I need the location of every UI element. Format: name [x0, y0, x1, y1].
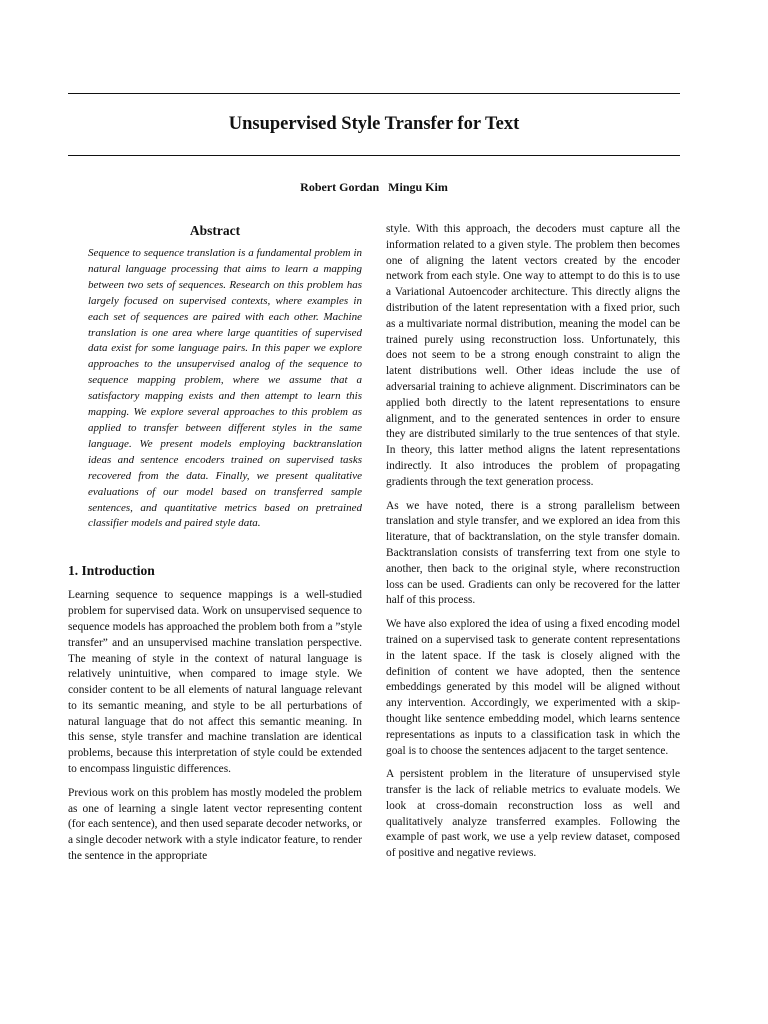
paper-title: Unsupervised Style Transfer for Text: [228, 114, 520, 134]
body-paragraph: We have also explored the idea of using a fixed encoding model trained on a supervised task to generate content representations in the latent space. If the task is closely aligned with the definition of content we have adopted, then the sentence embeddings generated by this model will be aligned without any intervention. Accordingly, we experimented with a skip-thought like sentence embedding model, which learns sentence representations as inputs to a classification task in which the goal is to choose the sentences adjacent to the target sentence.: [386, 618, 680, 757]
title-rule-top: [68, 93, 680, 94]
author-list: [68, 179, 680, 195]
body-paragraph: Previous work on this problem has mostly modeled the problem as one of learning a single latent vector representing content (for each sentence), and then used separate decoder networks, or a single decoder network with a style indicator feature, to render the sentence in the appropriate: [68, 786, 362, 863]
author-name: Robert Gordan: [300, 180, 380, 194]
abstract-text: Sequence to sequence translation is a fundamental problem in natural language processing that aims to learn a mapping between two sets of sequences. Research on this problem has largely focused on supervised contexts, where examples in each set of sequences are paired with each other. Machine translation is one area where large quantities of supervised data exist for some language pairs. In this paper we explore approaches to the unsupervised analog of the sequence to sequence mapping problem, where we assume that a satisfactory mapping exists and then attempt to learn this mapping. We explore several approaches to this problem as applied to transfer between different styles in the same language. We present models employing backtranslation ideas and sentence encoders trained on supervised tasks recovered from the data. Finally, we present qualitative evaluations of our model based on transferred sample sentences, and quantitative metrics based on pretrained classifier models and paired style data.: [88, 247, 362, 530]
body-paragraph: style. With this approach, the decoders must capture all the information related to a given style. The problem then becomes one of aligning the latent vectors created by the encoder network from each style. One way to attempt to do this is to use a Variational Autoencoder architecture. This directly aligns the distribution of the latent representation with a fixed prior, such as a multivariate normal distribution, meaning the model can be trained purely using reconstruction loss. Unfortunately, this does not seem to be a strong enough constraint to align the latent distributions well. Other ideas include the use of adversarial training to achieve alignment. Discriminators can be applied both directly to the latent representations to ensure alignment, and to the generated sentences in order to ensure they are distributed similarly to the true sentences of that style. In theory, this latter method aligns the latent representations indirectly. It also introduces the problem of propagating gradients through the text generation process.: [386, 223, 680, 488]
abstract-heading: Abstract: [189, 223, 241, 238]
right-column: [386, 222, 680, 870]
left-column: [68, 222, 362, 873]
title-rule-bottom: [68, 155, 680, 156]
body-paragraph: A persistent problem in the literature of unsupervised style transfer is the lack of reliable metrics to evaluate models. We look at cross-domain reconstruction loss as well and qualitatively analyze transferred examples. Following the example of past work, we use a yelp review dataset, composed of positive and negative reviews.: [386, 768, 680, 860]
body-paragraph: As we have noted, there is a strong parallelism between translation and style transfer, and we explored an idea from this literature, that of backtranslation, on the style transfer domain. Backtranslation consists of transferring text from one style to another, then back to the original style, where reconstruction loss can be used. Gradients can only be recovered for the latter half of this process.: [386, 499, 680, 607]
body-paragraph: Learning sequence to sequence mappings is a well-studied problem for supervised data. Work on unsupervised sequence to sequence models has approached the problem both from a ”style transfer” and an unsupervised machine translation perspective. The meaning of style in the context of natural language is relatively unintuitive, when compared to image style. We consider content to be all elements of natural language relevant to its semantic meaning, and style to be all perturbations of natural language that do not affect this semantic meaning. In this sense, style transfer and machine translation are identical problems, because this interpretation of style could be extended to encompass linguistic differences.: [68, 589, 362, 776]
author-name: Mingu Kim: [388, 180, 448, 194]
section-heading-introduction: 1. Introduction: [68, 563, 155, 579]
